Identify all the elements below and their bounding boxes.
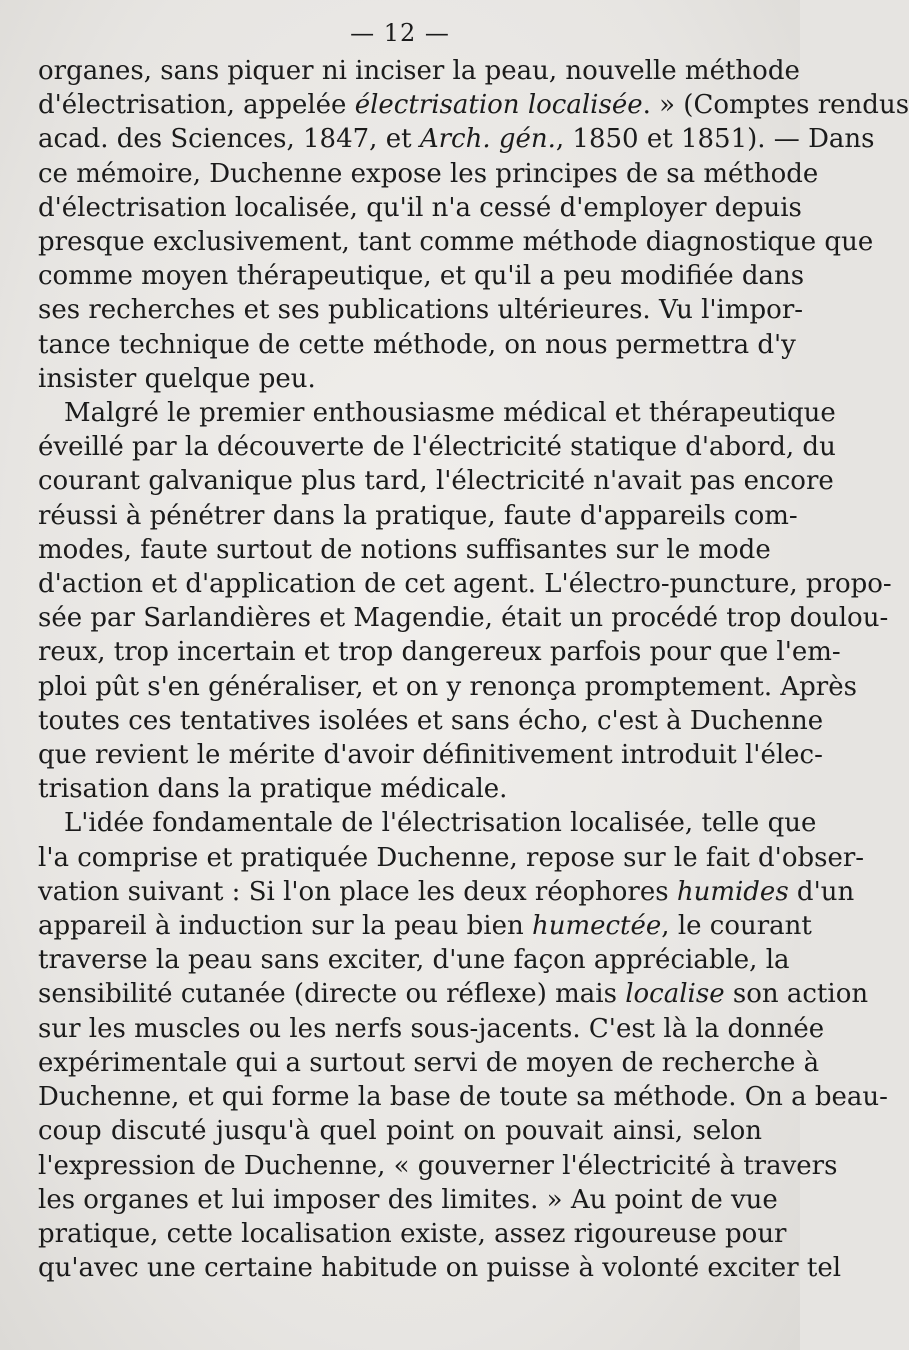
text-run: L'idée fondamentale de l'électrisation localisée, telle que <box>64 808 817 839</box>
text-run: ce mémoire, Duchenne expose les principes de sa méthode <box>38 158 819 189</box>
text-run: expérimentale qui a surtout servi de moyen de recherche à <box>38 1047 820 1078</box>
text-run: traverse la peau sans exciter, d'une façon appréciable, la <box>38 945 790 976</box>
text-line <box>38 464 834 498</box>
text-run: , 1850 et 1851). — Dans <box>555 124 875 155</box>
text-line <box>38 1217 787 1251</box>
text-line <box>38 396 836 430</box>
text-line <box>38 499 798 533</box>
italic-text: humides <box>676 876 789 907</box>
text-run: , le courant <box>661 911 812 942</box>
text-line <box>38 841 865 875</box>
text-run: sur les muscles ou les nerfs sous-jacents. C'est là la donnée <box>38 1013 825 1044</box>
text-run: d'un <box>788 876 855 907</box>
italic-text: Arch. gén. <box>419 124 556 155</box>
text-line <box>38 1251 842 1285</box>
text-run: organes, sans piquer ni inciser la peau, nouvelle méthode <box>38 56 800 86</box>
text-run: l'a comprise et pratiquée Duchenne, repose sur le fait d'obser- <box>38 842 865 873</box>
body-text <box>38 54 909 1285</box>
text-run: modes, faute surtout de notions suffisantes sur le mode <box>38 534 771 565</box>
paragraph <box>38 806 888 1285</box>
text-run: Malgré le premier enthousiasme médical et thérapeutique <box>64 398 836 429</box>
text-run: tance technique de cette méthode, on nous permettra d'y <box>38 329 796 360</box>
text-line <box>38 738 823 772</box>
text-run: courant galvanique plus tard, l'électricité n'avait pas encore <box>38 466 834 497</box>
text-run: Duchenne, et qui forme la base de toute sa méthode. On a beau- <box>38 1082 888 1113</box>
text-run: reux, trop incertain et trop dangereux parfois pour que l'em- <box>38 637 841 668</box>
text-line <box>38 704 824 738</box>
text-run: les organes et lui imposer des limites. » Au point de vue <box>38 1184 778 1215</box>
text-run: presque exclusivement, tant comme méthode diagnostique que <box>38 227 874 258</box>
text-run: sée par Sarlandières et Magendie, était un procédé trop doulou- <box>38 603 889 634</box>
text-line <box>38 806 817 840</box>
text-line <box>38 430 836 464</box>
text-line <box>38 54 800 88</box>
text-run: ploi pût s'en généraliser, et on y renonça promptement. Après <box>38 671 857 702</box>
text-line <box>38 909 812 943</box>
text-line <box>38 875 855 909</box>
text-run: comme moyen thérapeutique, et qu'il a peu modifiée dans <box>38 261 805 292</box>
text-run: l'expression de Duchenne, « gouverner l'électricité à travers <box>38 1150 838 1181</box>
text-run: pratique, cette localisation existe, assez rigoureuse pour <box>38 1218 787 1249</box>
text-line <box>38 977 869 1011</box>
text-run: d'action et d'application de cet agent. L'électro-puncture, propo- <box>38 569 892 600</box>
text-line <box>38 225 874 259</box>
text-line <box>38 567 892 601</box>
text-run: insister quelque peu. <box>38 363 316 394</box>
text-line <box>38 533 771 567</box>
text-run: d'électrisation, appelée <box>38 90 355 121</box>
text-line <box>38 293 804 327</box>
text-line <box>38 635 841 669</box>
text-line <box>38 1183 778 1217</box>
paragraph <box>38 54 909 396</box>
text-run: qu'avec une certaine habitude on puisse à volonté exciter tel <box>38 1253 842 1284</box>
page-number: — 12 — <box>350 19 450 47</box>
text-line <box>38 157 819 191</box>
text-run: acad. des Sciences, 1847, et <box>38 124 420 155</box>
text-line <box>38 191 802 225</box>
text-run: éveillé par la découverte de l'électricité statique d'abord, du <box>38 432 836 463</box>
text-run: que revient le mérite d'avoir définitivement introduit l'élec- <box>38 740 823 771</box>
text-line <box>38 1149 838 1183</box>
italic-text: localise <box>625 979 725 1010</box>
text-line <box>38 772 762 806</box>
text-run: . » (Comptes rendus <box>642 90 909 121</box>
text-run: appareil à induction sur la peau bien <box>38 911 532 942</box>
text-run: trisation dans la pratique médicale. <box>38 774 508 805</box>
italic-text: électrisation localisée <box>354 90 643 121</box>
italic-text: humectée <box>531 911 662 942</box>
text-run: d'électrisation localisée, qu'il n'a cessé d'employer depuis <box>38 192 802 223</box>
text-line <box>38 1046 820 1080</box>
paragraph <box>38 396 892 806</box>
text-run: ses recherches et ses publications ultérieures. Vu l'impor- <box>38 295 804 326</box>
text-line <box>38 1114 762 1148</box>
text-run: coup discuté jusqu'à quel point on pouvait ainsi, selon <box>38 1116 762 1147</box>
text-line <box>38 1080 888 1114</box>
text-run: vation suivant : Si l'on place les deux réophores <box>38 876 677 907</box>
text-line <box>38 670 857 704</box>
text-line <box>38 328 796 362</box>
text-line <box>38 601 889 635</box>
text-run: sensibilité cutanée (directe ou réflexe) mais <box>38 979 626 1010</box>
text-line <box>38 362 762 396</box>
text-run: réussi à pénétrer dans la pratique, faute d'appareils com- <box>38 500 798 531</box>
text-run: son action <box>724 979 869 1010</box>
text-line <box>38 259 805 293</box>
text-run: toutes ces tentatives isolées et sans écho, c'est à Duchenne <box>38 705 824 736</box>
text-line <box>38 88 909 122</box>
text-line <box>38 122 875 156</box>
text-line <box>38 1012 825 1046</box>
text-line <box>38 943 790 977</box>
